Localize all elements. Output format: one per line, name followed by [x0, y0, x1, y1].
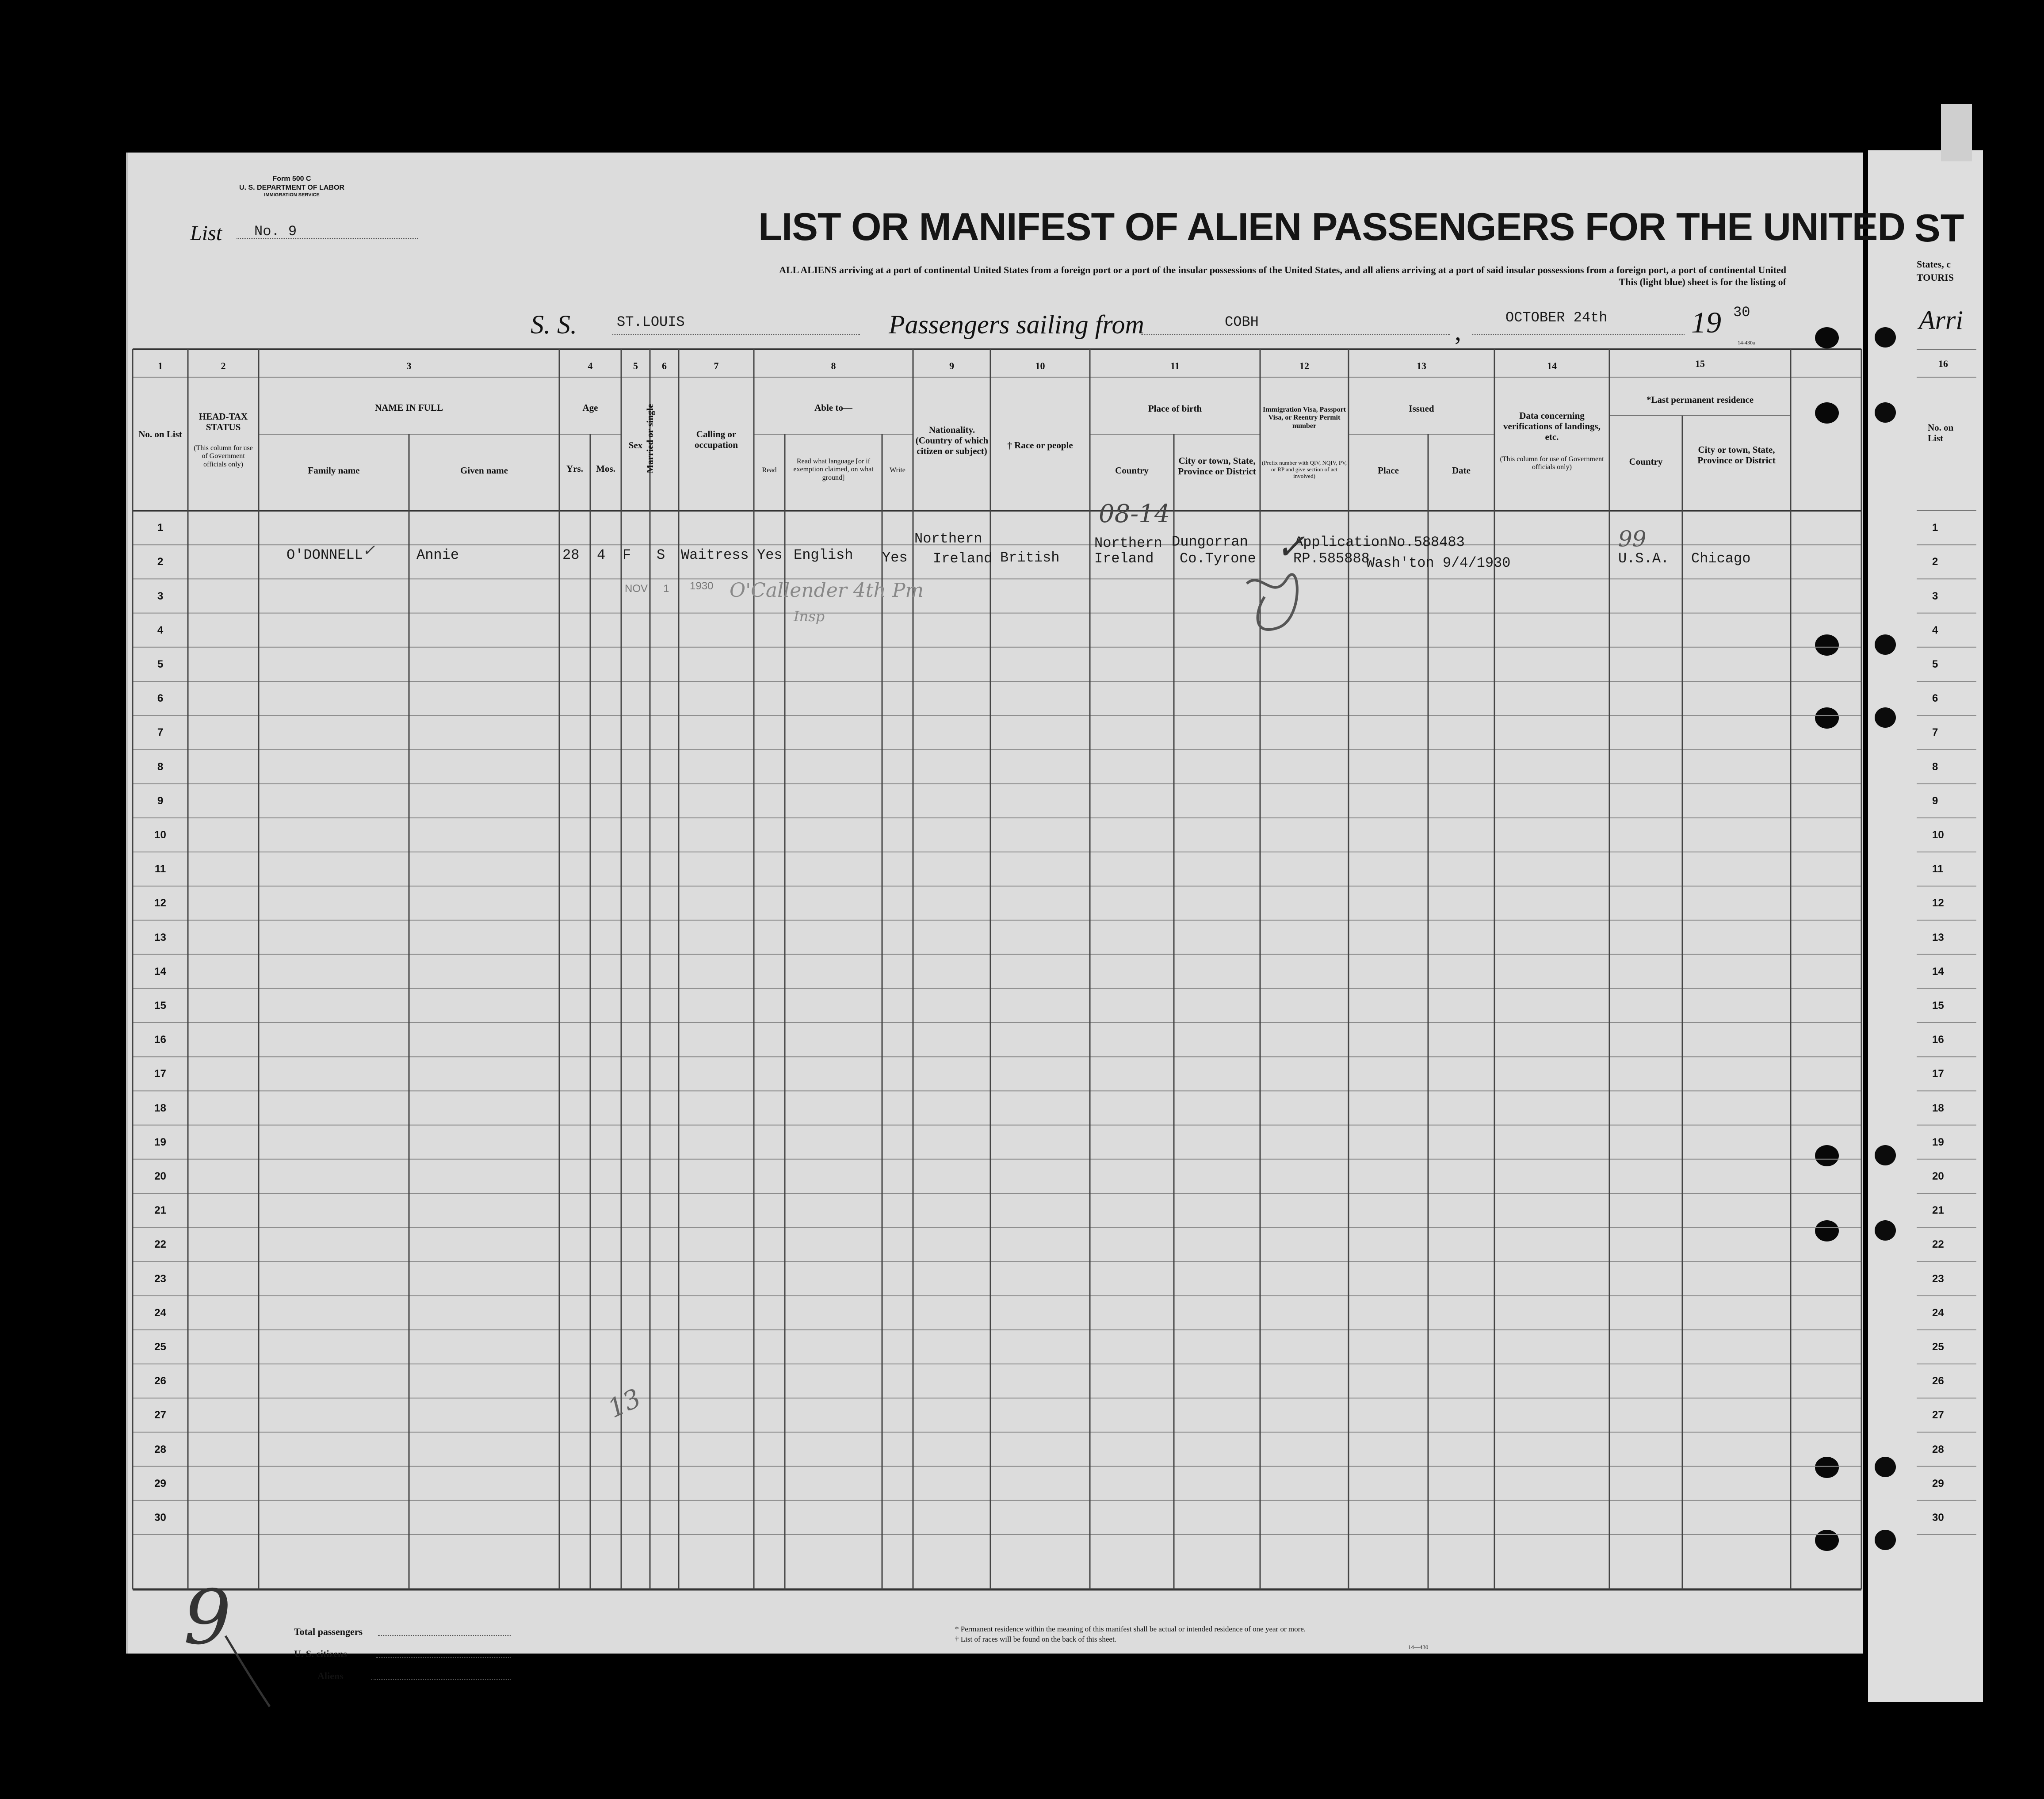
stub-row-number: 21 — [1932, 1204, 1944, 1217]
row-number: 14 — [154, 965, 166, 978]
stamp-day: 1 — [663, 583, 669, 595]
header-head-tax: HEAD-TAX STATUS — [199, 411, 248, 433]
visa-line-1: Application — [1295, 534, 1388, 550]
header-birth-country: Country — [1115, 465, 1149, 476]
row-number: 30 — [154, 1512, 166, 1524]
header-mos: Mos. — [596, 463, 615, 474]
col-num-7: 7 — [714, 360, 719, 371]
stub-row-number: 1 — [1932, 522, 1938, 534]
header-able-to: Able to— — [814, 402, 852, 413]
list-label: List — [190, 222, 222, 245]
birth-country-line-2: Ireland — [1094, 550, 1154, 567]
col-num-16: 16 — [1938, 358, 1948, 369]
stub-row-number: 15 — [1932, 1000, 1944, 1012]
stub-row-number: 22 — [1932, 1238, 1944, 1251]
residence-city-cell: Chicago — [1691, 550, 1751, 567]
header-res-city: City or town, State, Province or District — [1697, 444, 1776, 466]
stub-row-number: 27 — [1932, 1409, 1944, 1421]
age-years-cell: 28 — [562, 547, 580, 563]
stub-subline-2: TOURIS — [1917, 272, 1954, 283]
row-number: 29 — [154, 1477, 166, 1490]
footer-citizens-label: U. S. citizens — [294, 1648, 347, 1659]
total-line — [378, 1635, 511, 1636]
birth-country-line-1: Northern — [1094, 535, 1162, 551]
header-age: Age — [582, 402, 598, 413]
header-yrs: Yrs. — [566, 463, 583, 474]
stub-row-number: 14 — [1932, 965, 1944, 978]
header-nationality: Nationality. (Country of which citizen or subject) — [915, 424, 989, 457]
stub-row-number: 18 — [1932, 1102, 1944, 1114]
stub-row-number: 11 — [1932, 863, 1944, 875]
list-number: No. 9 — [254, 223, 297, 240]
col-num-4: 4 — [588, 360, 593, 371]
comma: , — [1455, 317, 1461, 346]
row-number: 11 — [154, 863, 166, 875]
stub-row-number: 17 — [1932, 1068, 1944, 1080]
given-name-cell: Annie — [416, 547, 459, 563]
col-num-14: 14 — [1547, 360, 1557, 371]
header-read: Read — [762, 466, 777, 474]
header-birth-city: City or town, State, Province or District — [1178, 455, 1256, 477]
title-subline-2: This (light blue) sheet is for the listing of — [1619, 276, 1786, 287]
row-number: 20 — [154, 1170, 166, 1182]
row-number: 25 — [154, 1341, 166, 1353]
service-name: IMMIGRATION SERVICE — [264, 192, 320, 198]
ss-label: S. S. — [531, 310, 577, 339]
aliens-line — [371, 1679, 511, 1680]
residence-annotation: 99 — [1618, 526, 1647, 552]
birth-city-line-2: Co.Tyrone — [1180, 550, 1256, 567]
residence-country-cell: U.S.A. — [1618, 550, 1670, 567]
footer-note-2: † List of races will be found on the back of this sheet. — [955, 1635, 1116, 1643]
issued-line-1: No.588483 — [1388, 534, 1465, 550]
sailing-label: Passengers sailing from — [889, 310, 1144, 339]
row-number: 3 — [157, 590, 164, 602]
language-cell: English — [794, 547, 853, 563]
birth-city-line-1: Dungorran — [1172, 534, 1248, 550]
stub-row-number: 19 — [1932, 1136, 1944, 1148]
arrival-label: Arri — [1919, 306, 1964, 335]
issued-line-2: Wash'ton 9/4/1930 — [1366, 555, 1511, 571]
header-read-language: Read what language [or if exemption claimed, on what ground] — [793, 458, 874, 481]
row-number: 17 — [154, 1068, 166, 1080]
row-26-annotation: 13 — [603, 1383, 646, 1424]
ink-scribble — [1238, 566, 1318, 637]
row-number: 26 — [154, 1375, 166, 1387]
header-write: Write — [890, 466, 905, 474]
row-number: 27 — [154, 1409, 166, 1421]
header-last-residence: *Last permanent residence — [1646, 394, 1754, 405]
stub-row-number: 13 — [1932, 931, 1944, 943]
header-no-on-list: No. on List — [138, 429, 182, 439]
stub-row-number: 29 — [1932, 1477, 1944, 1490]
header-issued-date: Date — [1452, 465, 1471, 476]
inspector-note-2: Insp — [794, 608, 825, 625]
stub-row-number: 2 — [1932, 556, 1938, 568]
check-mark-icon: ✓ — [1276, 526, 1306, 567]
header-given-name: Given name — [460, 465, 508, 476]
row-number: 18 — [154, 1102, 166, 1114]
footer-total-label: Total passengers — [294, 1626, 363, 1637]
stub-row-number: 24 — [1932, 1306, 1944, 1319]
col-num-8: 8 — [831, 360, 836, 371]
row-number: 19 — [154, 1136, 166, 1148]
sex-cell: F — [623, 547, 631, 563]
year-suffix: 30 — [1733, 304, 1750, 321]
stub-row-number: 20 — [1932, 1170, 1944, 1182]
col-num-1: 1 — [158, 360, 163, 371]
stub-subline-1: States, c — [1917, 259, 1951, 270]
age-months-cell: 4 — [597, 547, 606, 563]
header-sex: Sex — [628, 440, 643, 451]
stub-title: ST — [1914, 206, 1964, 250]
stamp-year: 1930 — [690, 580, 714, 592]
departure-port: COBH — [1225, 314, 1259, 330]
row-number: 8 — [157, 760, 164, 773]
ship-name: ST.LOUIS — [617, 314, 685, 330]
row-number: 1 — [157, 522, 164, 534]
corner-number: 9 — [183, 1574, 232, 1661]
stub-row-number: 7 — [1932, 726, 1938, 739]
read-cell: Yes — [757, 547, 783, 563]
stub-row-number: 30 — [1932, 1512, 1944, 1524]
footer-note-1: * Permanent residence within the meaning of this manifest shall be actual or intended residence of one year or more. — [955, 1625, 1306, 1633]
row-number: 21 — [154, 1204, 166, 1217]
row-number: 24 — [154, 1306, 166, 1319]
header-calling: Calling or occupation — [694, 429, 738, 451]
stub-row-number: 28 — [1932, 1443, 1944, 1455]
row-number: 6 — [157, 692, 164, 705]
col-num-9: 9 — [949, 360, 954, 371]
stub-row-number: 5 — [1932, 658, 1938, 670]
stub-row-number: 12 — [1932, 897, 1944, 909]
stub-row-number: 25 — [1932, 1341, 1944, 1353]
header-place-of-birth: Place of birth — [1148, 403, 1202, 414]
header-issued: Issued — [1409, 403, 1434, 414]
nationality-line-1: Northern — [914, 531, 982, 547]
header-visa: Immigration Visa, Passport Visa, or Reentry Permit number — [1263, 406, 1346, 430]
col-num-6: 6 — [662, 360, 667, 371]
header-issued-place: Place — [1378, 465, 1399, 476]
title-subline-1: ALL ALIENS arriving at a port of continental United States from a foreign port or a port of the insular possessions of the United States, and all aliens arriving at a port of said insular possessions from a foreign port, a port of continental United — [779, 264, 1786, 275]
family-name-cell: O'DONNELL — [287, 547, 363, 563]
check-mark-icon: ✓ — [363, 542, 375, 559]
year-prefix: 19 — [1691, 306, 1721, 339]
header-family-name: Family name — [308, 465, 360, 476]
row-number: 12 — [154, 897, 166, 909]
page-title: LIST OR MANIFEST OF ALIEN PASSENGERS FOR THE UNITED — [758, 205, 1905, 248]
header-data-note: (This column for use of Government officials only) — [1500, 455, 1604, 471]
row-number: 5 — [157, 658, 164, 670]
row-number: 28 — [154, 1443, 166, 1455]
inspector-note: O'Callender 4th Pm — [730, 579, 924, 602]
row-number: 13 — [154, 931, 166, 943]
stub-row-number: 23 — [1932, 1272, 1944, 1285]
stub-row-number: 3 — [1932, 590, 1938, 602]
row-number: 23 — [154, 1272, 166, 1285]
pen-stroke — [221, 1631, 274, 1711]
birth-annotation: 08-14 — [1099, 500, 1170, 528]
row-number: 16 — [154, 1034, 166, 1046]
header-name-in-full: NAME IN FULL — [374, 402, 443, 413]
header-race: † Race or people — [1007, 440, 1073, 451]
occupation-cell: Waitress — [681, 547, 749, 563]
row-number: 9 — [157, 794, 164, 807]
col-num-13: 13 — [1417, 360, 1426, 371]
sailing-date: OCTOBER 24th — [1505, 309, 1608, 326]
header-married: Married or single — [644, 404, 655, 474]
stamp-month: NOV — [625, 583, 648, 595]
col-num-15: 15 — [1695, 358, 1705, 369]
col-num-5: 5 — [633, 360, 638, 371]
header-data-concerning: Data concerning verifications of landings, etc. — [1503, 410, 1601, 443]
stub-row-number: 6 — [1932, 692, 1938, 705]
department-name: U. S. DEPARTMENT OF LABOR — [239, 184, 344, 191]
write-cell: Yes — [882, 550, 908, 566]
form-number: Form 500 C — [272, 175, 311, 183]
race-cell: British — [1000, 550, 1060, 566]
stub-row-number: 9 — [1932, 794, 1938, 807]
stub-row-number: 16 — [1932, 1034, 1944, 1046]
col-num-11: 11 — [1170, 360, 1180, 371]
row-number: 10 — [154, 829, 166, 841]
footer-aliens-label: Aliens — [317, 1670, 344, 1681]
row-number: 7 — [157, 726, 164, 739]
header-res-country: Country — [1629, 456, 1663, 467]
marital-cell: S — [657, 547, 665, 563]
header-visa-note: (Prefix number with QIV, NQIV, PV, or RP and give section of act involved) — [1261, 459, 1347, 479]
stub-row-number: 4 — [1932, 624, 1938, 636]
col-num-10: 10 — [1035, 360, 1045, 371]
form-code: 14-430a — [1738, 340, 1755, 346]
stub-row-number: 26 — [1932, 1375, 1944, 1387]
stub-header-no-on-list: No. on List — [1928, 422, 1954, 444]
citizens-line — [376, 1657, 511, 1658]
row-number: 15 — [154, 1000, 166, 1012]
stub-row-number: 8 — [1932, 760, 1938, 773]
visa-line-2: RP.585888 — [1293, 550, 1370, 567]
nationality-line-2: Ireland — [933, 550, 993, 567]
col-num-12: 12 — [1299, 360, 1309, 371]
col-num-2: 2 — [221, 360, 226, 371]
header-head-tax-note: (This column for use of Government officials only) — [194, 444, 253, 468]
row-number: 4 — [157, 624, 164, 636]
row-number: 22 — [154, 1238, 166, 1251]
stub-row-number: 10 — [1932, 829, 1944, 841]
row-number: 2 — [157, 556, 164, 568]
col-num-3: 3 — [406, 360, 412, 371]
footer-code: 14—430 — [1408, 1644, 1429, 1650]
